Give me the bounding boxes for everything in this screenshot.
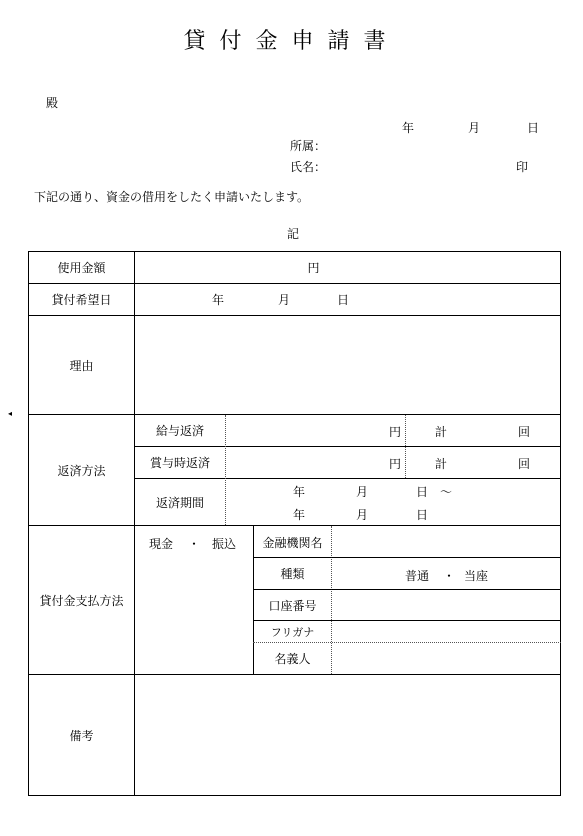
salary-repayment-label: 給与返済 — [155, 424, 204, 438]
affiliation-label: 所属： — [290, 139, 327, 153]
period-start-day[interactable]: 日 — [416, 485, 429, 499]
bonus-yen[interactable]: 円 — [389, 457, 402, 471]
margin-marker-icon: ◂ — [8, 409, 13, 418]
furigana-field[interactable] — [332, 621, 560, 642]
date-year: 年 — [402, 121, 415, 135]
bonus-repayment-label: 賞与時返済 — [149, 456, 210, 470]
account-holder-label: 名義人 — [274, 652, 311, 666]
bonus-times[interactable]: 回 — [518, 457, 531, 471]
desired-date-year[interactable]: 年 — [212, 293, 225, 307]
account-type-ordinary[interactable]: 普通 — [405, 569, 430, 583]
ki-heading: 記 — [287, 227, 300, 241]
period-end-month[interactable]: 月 — [356, 508, 369, 522]
salary-times[interactable]: 回 — [518, 425, 531, 439]
payment-method-label: 貸付金支払方法 — [39, 593, 124, 608]
amount-unit: 円 — [307, 261, 320, 275]
furigana-label: フリガナ — [270, 625, 315, 639]
remarks-field[interactable] — [135, 675, 560, 795]
desired-date-month[interactable]: 月 — [278, 293, 291, 307]
salary-yen[interactable]: 円 — [389, 425, 402, 439]
intro-text: 下記の通り、資金の借用をしたく申請いたします。 — [34, 190, 310, 204]
bonus-total: 計 — [435, 457, 448, 471]
bank-name-field[interactable] — [332, 527, 560, 557]
period-start-year[interactable]: 年 — [293, 485, 306, 499]
page-title: 貸付金申請書 — [183, 29, 400, 54]
amount-label: 使用金額 — [57, 261, 106, 275]
name-label: 氏名： — [290, 160, 327, 174]
account-holder-field[interactable] — [332, 643, 560, 674]
account-number-field[interactable] — [332, 590, 560, 620]
account-type-label: 種類 — [280, 567, 305, 581]
amount-field[interactable] — [135, 252, 560, 283]
remarks-label: 備考 — [69, 728, 94, 743]
period-tilde: ～ — [440, 485, 453, 499]
date-day: 日 — [527, 121, 540, 135]
account-type-current[interactable]: 当座 — [464, 569, 489, 583]
bank-name-label: 金融機関名 — [262, 535, 323, 550]
addressee-suffix: 殿 — [46, 96, 59, 110]
repayment-period-label: 返済期間 — [155, 495, 204, 510]
desired-date-label: 貸付希望日 — [51, 293, 112, 307]
salary-total: 計 — [435, 425, 448, 439]
desired-date-day[interactable]: 日 — [337, 293, 350, 307]
account-number-label: 口座番号 — [268, 598, 317, 613]
period-end-year[interactable]: 年 — [293, 508, 306, 522]
date-month: 月 — [468, 121, 481, 135]
period-end-day[interactable]: 日 — [416, 508, 429, 522]
reason-label: 理由 — [69, 358, 94, 373]
period-start-month[interactable]: 月 — [356, 485, 369, 499]
method-transfer-option[interactable]: 振込 — [212, 537, 237, 551]
seal-mark: 印 — [516, 160, 529, 174]
method-cash-option[interactable]: 現金 — [149, 537, 174, 551]
repayment-label: 返済方法 — [57, 463, 106, 478]
method-separator: ・ — [188, 537, 201, 551]
reason-field[interactable] — [135, 316, 560, 414]
account-type-separator: ・ — [443, 569, 456, 583]
